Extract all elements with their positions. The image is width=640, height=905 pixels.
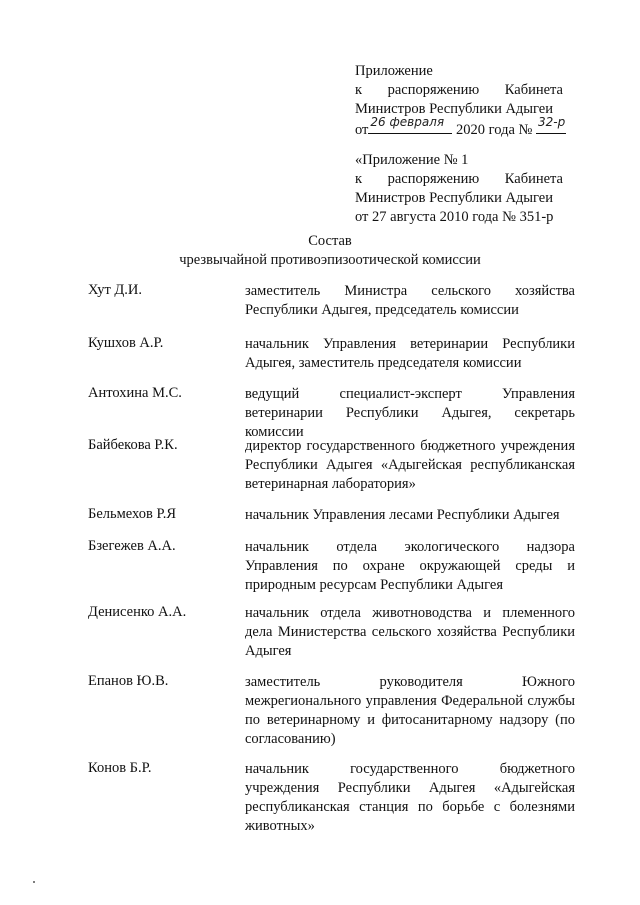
member-role: начальник государственного бюджетного учреждения Республики Адыгея «Адыгейская республиканская станция по борьбе с болезнями животных» (245, 761, 575, 834)
member-role: начальник отдела животноводства и племенного дела Министерства сельского хозяйства Республики Адыгея (245, 605, 575, 659)
date-blank (368, 115, 452, 134)
page-mark (33, 881, 35, 883)
prev-appendix-line-2 (355, 170, 563, 189)
prev-appendix-ministers: Министров Республики Адыгеи (355, 190, 554, 206)
member-name: Конов Б.Р. (88, 760, 152, 776)
appendix-title: Приложение (355, 63, 433, 79)
prev-appendix-title: «Приложение № 1 (355, 152, 469, 168)
member-role: начальник отдела экологического надзора Управления по охране окружающей среды и природным ресурсам Республики Адыгея (245, 539, 575, 593)
member-role: ведущий специалист-эксперт Управления ветеринарии Республики Адыгея, секретарь комиссии (245, 386, 575, 440)
appendix-ministers: Министров Республики Адыгеи (355, 101, 554, 117)
appendix-k: к (355, 82, 363, 98)
prev-appendix-date: от 27 августа 2010 года № 351-р (355, 209, 554, 225)
member-role: начальник Управления лесами Республики Адыгея (245, 507, 560, 523)
member-name: Епанов Ю.В. (88, 673, 169, 689)
member-role: заместитель Министра сельского хозяйства Республики Адыгея, председатель комиссии (245, 283, 575, 318)
appendix-rasp: распоряжению (387, 82, 480, 98)
appendix-line-2 (355, 81, 563, 100)
heading-line-2: чрезвычайной противоэпизоотической комиссии (179, 252, 481, 268)
appendix-date-line (355, 115, 566, 140)
member-name: Денисенко А.А. (88, 604, 187, 620)
number-blank (536, 115, 566, 134)
member-name: Кушхов А.Р. (88, 335, 164, 351)
member-name: Антохина М.С. (88, 385, 182, 401)
member-name: Хут Д.И. (88, 282, 143, 298)
document-heading (150, 232, 510, 270)
appendix-block (355, 62, 566, 140)
member-role: директор государственного бюджетного учреждения Республики Адыгея «Адыгейская республиканская ветеринарная лаборатория» (245, 438, 575, 492)
member-name: Бельмехов Р.Я (88, 506, 176, 522)
appendix-ot: от (355, 122, 369, 138)
member-role: начальник Управления ветеринарии Республики Адыгея, заместитель председателя комиссии (245, 336, 575, 371)
appendix-kabinet: Кабинета (504, 82, 563, 98)
appendix-year: 2020 года № (456, 122, 533, 138)
prev-appendix-rasp: распоряжению (387, 171, 480, 187)
prev-appendix-k: к (355, 171, 363, 187)
handwritten-number: 32-р (537, 115, 566, 129)
handwritten-date: 26 февраля (370, 115, 445, 129)
member-name: Байбекова Р.К. (88, 437, 178, 453)
member-name: Бзегежев А.А. (88, 538, 176, 554)
member-role: заместитель руководителя Южного межрегионального управления Федеральной службы по ветеринарному и фитосанитарному надзору (по согласованию) (245, 674, 575, 747)
heading-line-1: Состав (308, 233, 352, 249)
prev-appendix-kabinet: Кабинета (504, 171, 563, 187)
previous-appendix-block (355, 151, 563, 227)
